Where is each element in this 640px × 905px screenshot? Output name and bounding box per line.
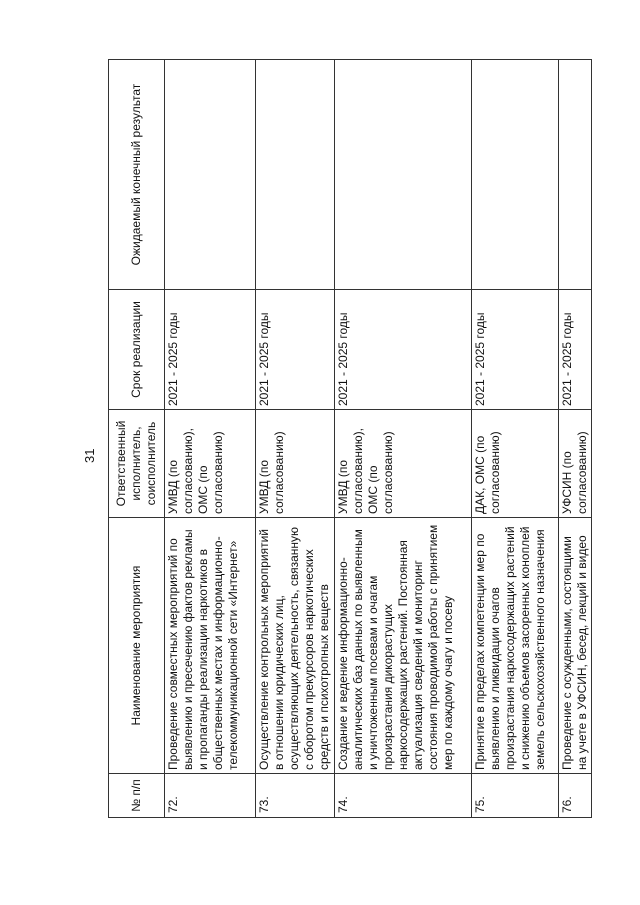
row-num: 73.: [256, 774, 335, 818]
row-responsible: УФСИН (по согласованию): [559, 410, 592, 518]
header-num: № п/п: [109, 774, 165, 818]
header-term: Срок реализации: [109, 290, 165, 410]
row-name: Осуществление контрольных мероприятий в отношении юридических лиц, осуществляющих деятельность, связанную с оборотом прекурсоров наркотических средств и психотропных веществ: [256, 518, 335, 774]
row-responsible: УМВД (по согласованию): [256, 410, 335, 518]
row-num: 76.: [559, 774, 592, 818]
row-num: 72.: [165, 774, 256, 818]
row-num: 74.: [335, 774, 472, 818]
row-name: Создание и ведение информационно-аналитических баз данных по выявленным и уничтоженным посевам и очагам произрастания дикорастущих наркосодержащих растений. Постоянная актуализация сведений и мониторинг состояния проводимой работы с принятием мер по каждому очагу и посеву: [335, 518, 472, 774]
rotated-table-container: [108, 60, 589, 818]
header-name: Наименование мероприятия: [109, 518, 165, 774]
row-result: [256, 60, 335, 290]
row-num: 75.: [472, 774, 559, 818]
table-header-row: [109, 60, 165, 818]
row-responsible: УМВД (по согласованию), ОМС (по согласованию): [165, 410, 256, 518]
table-row: [165, 60, 256, 818]
table-row: [256, 60, 335, 818]
table-row: [472, 60, 559, 818]
row-responsible: УМВД (по согласованию), ОМС (по согласованию): [335, 410, 472, 518]
row-responsible: ДАК, ОМС (по согласованию): [472, 410, 559, 518]
row-term: 2021 - 2025 годы: [256, 290, 335, 410]
row-term: 2021 - 2025 годы: [335, 290, 472, 410]
row-term: 2021 - 2025 годы: [165, 290, 256, 410]
row-name: Проведение с осужденными, состоящими на учете в УФСИН, бесед, лекций и видео: [559, 518, 592, 774]
row-result: [165, 60, 256, 290]
header-responsible: Ответственный исполнитель, соисполнитель: [109, 410, 165, 518]
header-result: Ожидаемый конечный результат: [109, 60, 165, 290]
row-name: Проведение совместных мероприятий по выявлению и пресечению фактов рекламы и пропаганды реализации наркотиков в общественных местах и информационно-телекоммуникационной сети «Интернет»: [165, 518, 256, 774]
measures-table: [108, 59, 592, 818]
row-term: 2021 - 2025 годы: [472, 290, 559, 410]
row-result: [335, 60, 472, 290]
row-term: 2021 - 2025 годы: [559, 290, 592, 410]
page-number: 31: [82, 448, 97, 464]
row-name: Принятие в пределах компетенции мер по выявлению и ликвидации очагов произрастания наркосодержащих растений и снижению объемов засоренных коноплей земель сельскохозяйственного назначения: [472, 518, 559, 774]
table-row: [559, 60, 592, 818]
row-result: [472, 60, 559, 290]
table-row: [335, 60, 472, 818]
row-result: [559, 60, 592, 290]
